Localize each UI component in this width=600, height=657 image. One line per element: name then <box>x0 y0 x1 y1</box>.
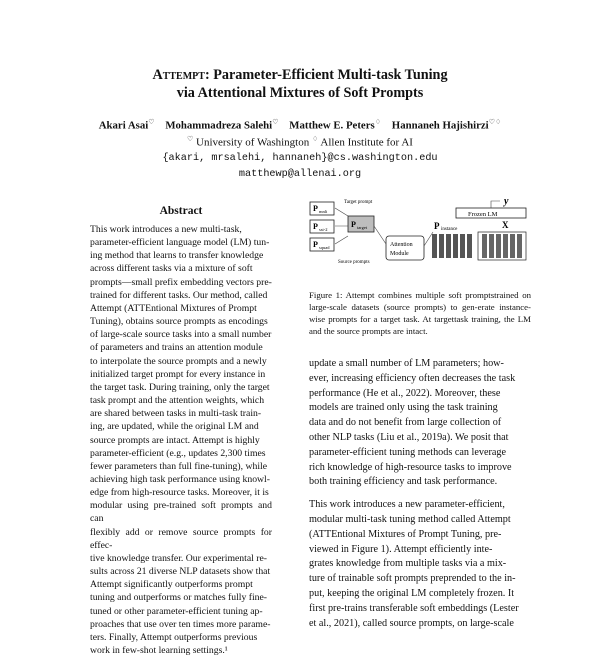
output-y-label: y <box>504 196 509 207</box>
attention-module-label-1: Attention <box>390 242 413 248</box>
intro-body <box>309 357 531 631</box>
body-line: grates knowledge from multiple tasks via a mix- <box>309 558 507 570</box>
affiliation-ai2: Allen Institute for AI <box>318 136 413 149</box>
body-line: This work introduces a new parameter-efficient, <box>309 499 505 511</box>
affiliations <box>0 132 600 182</box>
lm-output-arrow <box>491 201 500 208</box>
abstract-line: sults across 21 diverse NLP datasets show that <box>90 566 271 578</box>
source-prompts-label: Source prompts <box>338 260 370 265</box>
abstract-line: tuning and outperforms or matches fully fine- <box>90 592 268 604</box>
abstract-line: source prompts are intact. Attempt is highly <box>90 434 260 446</box>
email-ai2: matthewp@allenai.org <box>238 168 362 180</box>
caption-line: task training, the LM and the source prompts are intact. <box>309 314 531 336</box>
caption-line: erate instance-wise prompts for a target task. At target <box>309 302 531 324</box>
body-line: rich knowledge of high-resource tasks to improve <box>309 461 512 473</box>
body-line: performance (He et al., 2022). Moreover, these <box>309 387 501 399</box>
abstract-line: Attempt (ATTEntional Mixtures of Prompt <box>90 302 257 314</box>
abstract-heading: Abstract <box>159 205 203 217</box>
source-prompt-mnli-sub: mnli <box>319 209 328 214</box>
abstract-line: edge from high-resource tasks. Moreover, it is <box>90 487 269 499</box>
abstract-line: ing method that learns to transfer knowledge <box>90 250 264 262</box>
abstract-line: are shared between tasks in multi-task train- <box>90 408 262 420</box>
abstract-line: parameter-efficient language model (LM) tun- <box>90 237 270 249</box>
source-prompt-sst2-sub: sst-2 <box>319 227 328 232</box>
body-line: first pre-trains transferable soft embeddings (Lester <box>309 602 519 614</box>
paper-title <box>0 66 600 102</box>
body-line: (ATTEntional Mixtures of Prompt Tuning, pre- <box>309 528 502 540</box>
abstract-line: proaches that use over ten times more parame- <box>90 618 271 630</box>
body-line <box>309 490 531 498</box>
abstract-line: achieving high task performance using knowl- <box>90 473 270 485</box>
abstract-line: of parameters and trains an attention module <box>90 342 263 354</box>
input-token-bars <box>482 234 522 258</box>
source-prompt-mnli-label: P <box>313 204 318 213</box>
abstract-line: This work introduces a new multi-task, <box>90 224 242 235</box>
prompt-to-target-arrows <box>335 208 348 244</box>
email-uw: {akari, mrsalehi, hannaneh}@cs.washington.edu <box>162 152 438 164</box>
source-prompt-squad-sub: squad <box>319 245 330 250</box>
figure-1 <box>308 196 534 276</box>
source-prompt-sst2-label: P <box>313 222 318 231</box>
target-prompt-sub: target <box>357 225 368 230</box>
author: Akari Asai <box>98 119 149 132</box>
title-method-name: Attempt <box>152 67 205 83</box>
author: Hannaneh Hajishirzi <box>391 119 489 132</box>
instance-prompt-bars <box>432 234 472 258</box>
frozen-lm-label: Frozen LM <box>468 211 498 218</box>
author: Matthew E. Peters <box>289 119 375 132</box>
input-x-label: X <box>502 220 509 230</box>
body-line: both training efficiency and task performance. <box>309 476 498 488</box>
title-line-2: via Attentional Mixtures of Soft Prompts <box>176 85 424 101</box>
abstract-body <box>90 223 272 657</box>
abstract-line: initialized target prompt for every instance in <box>90 368 266 380</box>
author-affil-mark: ♡ <box>272 118 279 126</box>
abstract-line: Attempt significantly outperforms prompt <box>90 579 253 591</box>
affiliation-uw: University of Washington <box>193 136 312 149</box>
body-line: data and do not benefit from large collection of <box>309 417 502 429</box>
abstract-line: trained for different tasks. Our method, called <box>90 289 268 301</box>
affil-mark: ♢ <box>311 135 319 143</box>
title-line-1: : Parameter-Efficient Multi-task Tuning <box>204 67 448 83</box>
abstract-line: tive knowledge transfer. Our experimental re- <box>90 552 267 564</box>
body-line: modular multi-task tuning method called Attempt <box>309 513 511 525</box>
abstract-line: ters. Finally, Attempt outperforms previous <box>90 631 258 643</box>
target-prompt-symbol: P <box>351 220 356 229</box>
abstract-line: to interpolate the source prompts and a newly <box>90 355 267 367</box>
body-line: parameter-efficient tuning methods can leverage <box>309 446 507 458</box>
abstract-line: task prompt and the attention weights, which <box>90 395 265 407</box>
abstract-line: across different tasks via a mixture of soft <box>90 263 253 275</box>
author-list <box>0 118 600 132</box>
source-prompt-squad-label: P <box>313 240 318 249</box>
body-line: viewed in Figure 1). Attempt efficiently inte- <box>309 543 493 555</box>
abstract-line: flexibly add or remove source prompts for effec- <box>90 526 272 551</box>
author: Mohammadreza Salehi <box>165 119 273 132</box>
abstract-line: Tuning), obtains source prompts as encodings <box>90 316 268 328</box>
abstract-line: parameter-efficient (e.g., updates 2,300 times <box>90 447 266 459</box>
abstract-line: fewer parameters than full fine-tuning), while <box>90 460 267 472</box>
author-affil-mark: ♡ <box>148 118 155 126</box>
author-affil-mark: ♢ <box>374 118 381 126</box>
abstract-line: of large-scale source tasks into a small number <box>90 329 272 341</box>
abstract-line: the target task. During training, only the target <box>90 381 270 393</box>
affil-mark: ♡ <box>187 135 194 143</box>
body-line: put, keeping the original LM completely frozen. It <box>309 587 515 599</box>
author-affil-mark: ♡♢ <box>488 118 502 126</box>
target-to-attention-arrow <box>374 226 386 244</box>
instance-prompt-sub: instance <box>441 227 458 232</box>
abstract-line: ing, are updated, while the original LM and <box>90 421 259 433</box>
body-line: ever, increasing efficiency often decreases the task <box>309 372 516 384</box>
body-line: et al., 2021), called source prompts, on large-scale <box>309 617 514 629</box>
abstract-line: work in few-shot learning settings.¹ <box>90 645 228 656</box>
instance-prompt-symbol: P <box>434 221 440 231</box>
abstract-line: modular using pre-trained soft prompts and can <box>90 500 272 525</box>
attention-to-instance-arrow <box>424 232 433 246</box>
body-line: update a small number of LM parameters; how- <box>309 358 504 369</box>
abstract-line: tuned or other parameter-efficient tuning ap- <box>90 605 263 617</box>
target-prompt-label: Target prompt <box>344 200 373 205</box>
attention-module-label-2: Module <box>390 251 409 257</box>
figure-1-caption <box>309 289 531 337</box>
abstract-line: prompts—small prefix embedding vectors pre- <box>90 276 272 288</box>
body-line: ture of trainable soft prompts preprended to the in- <box>309 573 516 585</box>
caption-line: Figure 1: Attempt combines multiple soft prompts <box>309 290 495 300</box>
caption-line: trained on large-scale datasets (source prompts) to gen- <box>309 290 531 312</box>
body-line: other NLP tasks (Liu et al., 2019a). We posit that <box>309 431 509 443</box>
body-line: models are trained only using the task training <box>309 402 498 414</box>
